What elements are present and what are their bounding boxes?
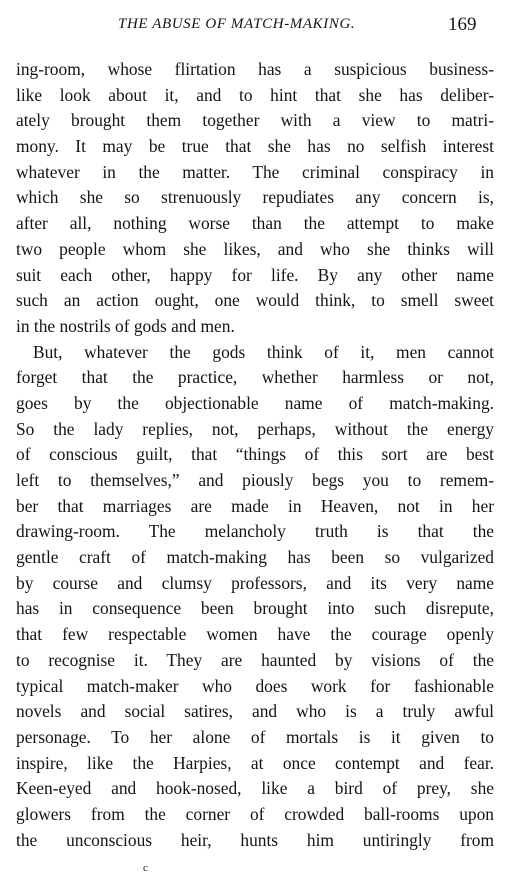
text-line: novels and social satires, and who is a truly awful (16, 701, 494, 722)
text-line: to recognise it. They are haunted by visions of the (16, 649, 494, 670)
text-line: ing-room, whose flirtation has a suspicious business- (16, 59, 494, 79)
text-line: of conscious guilt, that “things of this sort are best (16, 444, 494, 465)
text-line: left to themselves,” and piously begs you to remem- (16, 470, 494, 490)
text-line: that few respectable women have the courage openly (16, 624, 494, 645)
text-line: after all, nothing worse than the attempt to make (16, 213, 494, 234)
text-line: suit each other, happy for life. By any other name (16, 264, 494, 285)
text-line: Keen-eyed and hook-nosed, like a bird of prey, she (16, 778, 494, 799)
text-line: So the lady replies, not, perhaps, without the energy (16, 418, 494, 439)
text-line: like look about it, and to hint that she has deliber- (16, 84, 494, 105)
body-text (16, 57, 494, 853)
text-line: But, whatever the gods think of it, men cannot (33, 341, 494, 362)
text-line: personage. To her alone of mortals is it given to (16, 726, 494, 747)
text-line: goes by the objectionable name of match-making. (16, 392, 494, 413)
text-line: drawing-room. The melancholy truth is that the (16, 521, 494, 542)
text-line: glowers from the corner of crowded ball-rooms upon (16, 803, 494, 824)
text-line: which she so strenuously repudiates any concern is, (16, 187, 494, 208)
running-title: THE ABUSE OF MATCH-MAKING. (118, 16, 356, 32)
text-line: such an action ought, one would think, to smell sweet (16, 290, 494, 311)
text-line: typical match-maker who does work for fashionable (16, 675, 494, 696)
text-line: inspire, like the Harpies, at once contempt and fear. (16, 752, 494, 773)
text-line: gentle craft of match-making has been so vulgarized (16, 547, 494, 568)
page-number: 169 (448, 14, 477, 35)
running-head (0, 10, 519, 40)
text-line: ber that marriages are made in Heaven, not in her (16, 495, 494, 516)
text-line: has in consequence been brought into such disrepute, (16, 598, 494, 619)
text-line: forget that the practice, whether harmless or not, (16, 367, 494, 388)
signature-mark: c (143, 862, 148, 874)
text-line: mony. It may be true that she has no selfish interest (16, 136, 494, 157)
text-line: in the nostrils of gods and men. (16, 315, 235, 336)
text-line: the unconscious heir, hunts him untiringly from (16, 829, 494, 850)
text-line: ately brought them together with a view to matri- (16, 110, 494, 131)
text-line: by course and clumsy professors, and its very name (16, 572, 494, 593)
text-line: whatever in the matter. The criminal conspiracy in (16, 161, 494, 182)
text-line: two people whom she likes, and who she thinks will (16, 238, 494, 259)
